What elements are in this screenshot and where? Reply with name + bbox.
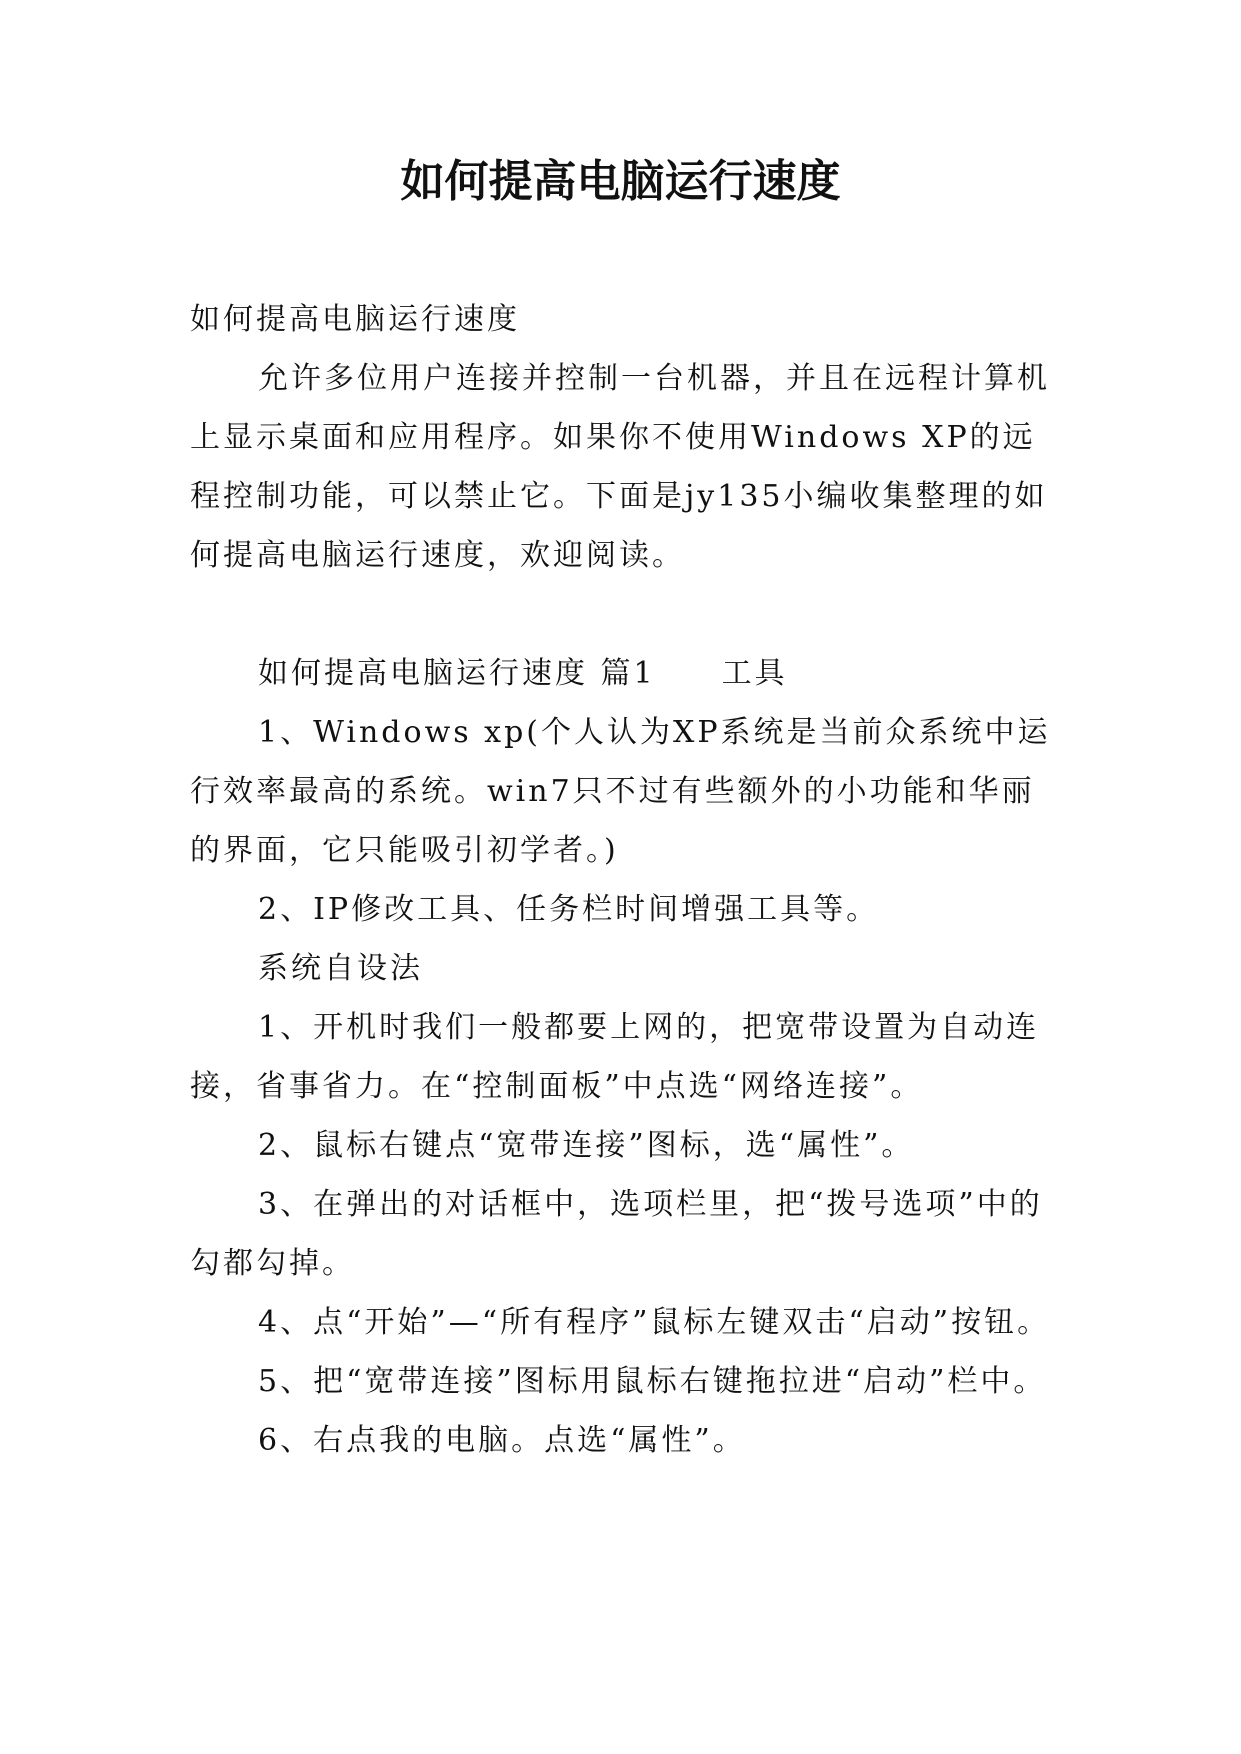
document-body <box>190 290 1055 1470</box>
paragraph: 2、IP修改工具、任务栏时间增强工具等。 <box>258 892 880 927</box>
paragraph: 1、开机时我们一般都要上网的，把宽带设置为自动连接，省事省力。在“控制面板”中点选“网络连接”。 <box>190 1010 1040 1104</box>
section-heading: 如何提高电脑运行速度 <box>190 302 520 337</box>
paragraph: 5、把“宽带连接”图标用鼠标右键拖拉进“启动”栏中。 <box>258 1364 1047 1399</box>
document-title: 如何提高电脑运行速度 <box>400 156 841 207</box>
paragraph: 1、Windows xp(个人认为XP系统是当前众系统中运行效率最高的系统。win7只不过有些额外的小功能和华丽的界面，它只能吸引初学者。) <box>190 715 1051 868</box>
paragraph: 3、在弹出的对话框中，选项栏里，把“拨号选项”中的勾都勾掉。 <box>190 1187 1043 1281</box>
part-heading: 如何提高电脑运行速度 篇1 工具 <box>258 656 788 691</box>
paragraph: 系统自设法 <box>258 951 423 986</box>
paragraph: 4、点“开始”—“所有程序”鼠标左键双击“启动”按钮。 <box>258 1305 1051 1340</box>
intro-paragraph: 允许多位用户连接并控制一台机器，并且在远程计算机上显示桌面和应用程序。如果你不使用Windows XP的远程控制功能，可以禁止它。下面是jy135小编收集整理的如何提高电脑运行速度，欢迎阅读。 <box>190 361 1050 573</box>
spacer <box>190 585 1055 644</box>
paragraph: 6、右点我的电脑。点选“属性”。 <box>258 1423 746 1458</box>
paragraph: 2、鼠标右键点“宽带连接”图标，选“属性”。 <box>258 1128 915 1163</box>
